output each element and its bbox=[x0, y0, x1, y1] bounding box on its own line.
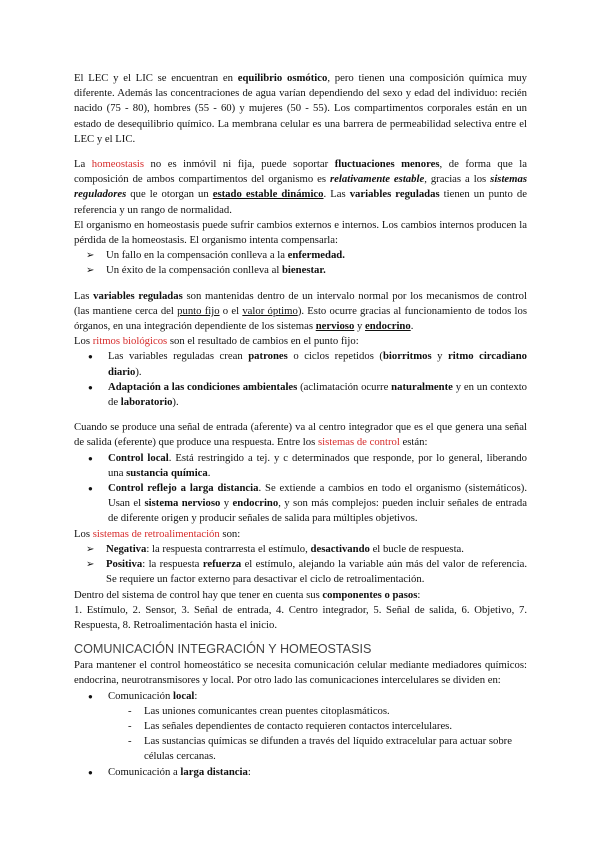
paragraph-retroalimentacion bbox=[74, 527, 527, 542]
feedback-list bbox=[74, 542, 527, 588]
paragraph-cambios: El organismo en homeostasis puede sufrir cambios externos e internos. Los cambios internos producen la pérdida de la homeostasis. El organismo intenta compensarla: bbox=[74, 218, 527, 247]
bold-text: variables reguladas bbox=[349, 188, 440, 201]
bold-text: patrones bbox=[248, 350, 288, 363]
text: La bbox=[74, 158, 92, 171]
text: y bbox=[354, 320, 365, 333]
list-item: - Las sustancias químicas se difunden a través del líquido extracelular para actuar sobre células cercanas. bbox=[126, 734, 527, 764]
bold-text: variables reguladas bbox=[93, 289, 183, 302]
highlight-term: sistemas de control bbox=[317, 436, 400, 449]
text: : bbox=[417, 588, 421, 601]
list-item: - Las señales dependientes de contacto requieren contactos intercelulares. bbox=[126, 719, 527, 734]
list-item bbox=[74, 380, 527, 410]
text: Un éxito de la compensación conlleva al bbox=[106, 264, 282, 277]
text: Las variables reguladas crean bbox=[108, 350, 249, 363]
bold-text: sistemas reguladores bbox=[74, 173, 527, 201]
paragraph-homeostasis bbox=[74, 157, 527, 218]
paragraph-variables bbox=[74, 289, 527, 335]
bold-text: equilibrio osmótico bbox=[237, 72, 328, 84]
underlined-text: valor óptimo bbox=[242, 304, 298, 317]
list-item bbox=[74, 248, 527, 263]
highlight-term: ritmos biológicos bbox=[92, 335, 168, 348]
text: y bbox=[431, 350, 449, 363]
text: , gracias a los bbox=[424, 173, 491, 186]
text: , de forma que la composición de ambos compartimentos del organismo es bbox=[74, 158, 527, 186]
text: : bbox=[194, 689, 198, 702]
underlined-text: punto fijo bbox=[177, 304, 220, 317]
bold-underlined-text: endocrino bbox=[364, 320, 411, 333]
text: (aclimatación ocurre bbox=[297, 380, 392, 393]
bold-text: sustancia química bbox=[126, 466, 208, 479]
bold-text: biorritmos bbox=[382, 350, 432, 363]
local-communication-list bbox=[126, 704, 527, 765]
text: : bbox=[247, 765, 251, 778]
bold-text: ritmo circadiano diario bbox=[108, 350, 527, 378]
text: Un fallo en la compensación conlleva a la bbox=[106, 249, 288, 262]
text: Cuando se produce una señal de entrada (aferente) va al centro integrador que es el que genera una señal de salida (eferente) que produce una respuesta. Entre los bbox=[74, 421, 527, 449]
control-list bbox=[74, 451, 527, 527]
paragraph-equilibrio bbox=[74, 71, 527, 147]
text: . Se extiende a cambios en todo el organismo (sistemáticos). Usan el bbox=[108, 482, 527, 510]
list-item bbox=[74, 689, 527, 704]
text: Los bbox=[74, 335, 93, 348]
bold-text: laboratorio bbox=[120, 396, 173, 409]
text: , pero tienen una composición química muy diferente. Además las concentraciones de agua varían dependiendo del sexo y edad del individuo: recién nacido (75 - 80), hombres (55 - 60) y mujeres (50 - 55). Los compartimentos corporales están en un estado de desequilibrio químico. La membrana celular es una barrera de permeabilidad selectiva entre el LEC y el LIC. bbox=[74, 72, 527, 145]
text: El LEC y el LIC se encuentran en bbox=[74, 72, 238, 84]
bold-underlined-text: estado estable dinámico bbox=[212, 188, 324, 201]
text: y bbox=[220, 497, 233, 510]
list-item: - Las uniones comunicantes crean puentes citoplasmáticos. bbox=[126, 704, 527, 719]
text: ). bbox=[172, 396, 179, 409]
bold-text: relativamente estable bbox=[330, 173, 425, 186]
bold-text: Positiva bbox=[106, 558, 143, 571]
list-item bbox=[74, 542, 527, 557]
bold-text: local bbox=[173, 689, 195, 702]
comunicacion-list bbox=[74, 689, 527, 704]
text: o el bbox=[219, 304, 243, 317]
highlight-term: homeostasis bbox=[91, 158, 145, 171]
comunicacion-list-2 bbox=[74, 765, 527, 780]
compensation-list bbox=[74, 248, 527, 278]
bold-text: Negativa bbox=[106, 542, 147, 555]
bold-text: componentes o pasos bbox=[322, 588, 418, 601]
list-item bbox=[74, 451, 527, 481]
text: Los bbox=[74, 527, 93, 540]
bold-text: naturalmente bbox=[391, 380, 453, 393]
text: Comunicación bbox=[108, 689, 174, 702]
text: Las bbox=[74, 289, 94, 302]
text: o ciclos repetidos ( bbox=[287, 350, 383, 363]
paragraph-pasos: 1. Estímulo, 2. Sensor, 3. Señal de entrada, 4. Centro integrador, 5. Señal de salida, 6. Objetivo, 7. Respuesta, 8. Retroalimentación hasta el inicio. bbox=[74, 603, 527, 631]
text: y en un contexto de bbox=[108, 380, 528, 409]
text: Dentro del sistema de control hay que tener en cuenta sus bbox=[74, 588, 323, 601]
text: ). Esto ocurre gracias al funcionamiento de todos los órganos, en una integración dependiente de los sistemas bbox=[74, 304, 527, 333]
bold-text: Control local bbox=[108, 451, 169, 464]
document-page bbox=[74, 71, 527, 780]
text: el estímulo, alejando la variable aún más del valor de referencia. Se requiere un factor externo para desactivar el ciclo de retroalimentación. bbox=[106, 558, 527, 586]
text: Comunicación a bbox=[108, 765, 181, 778]
text: son: bbox=[219, 527, 241, 540]
bold-text: enfermedad. bbox=[287, 249, 345, 262]
bold-text: larga distancia bbox=[180, 765, 248, 778]
ritmos-list bbox=[74, 349, 527, 410]
text: : la respuesta contrarresta el estímulo, bbox=[146, 542, 311, 555]
paragraph-componentes bbox=[74, 588, 527, 603]
list-item bbox=[74, 765, 527, 780]
bold-text: Control reflejo a larga distancia bbox=[108, 482, 259, 495]
bold-text: bienestar. bbox=[281, 264, 326, 277]
paragraph-ritmos bbox=[74, 334, 527, 349]
text: . Está restringido a tej. y c determinados que responde, por lo general, liberando una bbox=[108, 451, 527, 479]
paragraph-control bbox=[74, 420, 527, 450]
text: son el resultado de cambios en el punto fijo: bbox=[167, 335, 359, 348]
bold-text: desactivando bbox=[310, 542, 370, 555]
bold-text: Adaptación a las condiciones ambientales bbox=[108, 380, 298, 393]
text: tienen un punto de referencia y un rango de normalidad. bbox=[74, 188, 527, 216]
bold-underlined-text: nervioso bbox=[315, 320, 355, 333]
text: que le otorgan un bbox=[126, 188, 213, 201]
text: el bucle de respuesta. bbox=[369, 542, 464, 555]
text: . bbox=[207, 466, 211, 479]
text: , y son más complejos: pueden incluir señales de entrada de diferente origen y producir señales de salida para múltiples objetivos. bbox=[108, 497, 528, 525]
text: . bbox=[410, 320, 414, 333]
text: . Las bbox=[323, 188, 350, 201]
section-heading: COMUNICACIÓN INTEGRACIÓN Y HOMEOSTASIS bbox=[74, 642, 372, 657]
text: ). bbox=[135, 365, 142, 378]
bold-text: fluctuaciones menores bbox=[334, 158, 440, 171]
text: son mantenidas dentro de un intervalo normal por los mecanismos de control (las mantiene cerca del bbox=[74, 289, 527, 317]
list-item bbox=[74, 481, 527, 527]
list-item bbox=[74, 263, 527, 278]
text: no es inmóvil ni fija, puede soportar bbox=[144, 158, 335, 171]
bold-text: refuerza bbox=[202, 558, 242, 571]
paragraph-comunicacion: Para mantener el control homeostático se necesita comunicación celular mediante mediadores químicos: endocrina, neurotransmisores y local. Por otro lado las comunicaciones intercelulares se dividen en: bbox=[74, 659, 527, 687]
highlight-term: sistemas de retroalimentación bbox=[92, 527, 220, 540]
bold-text: endocrino bbox=[232, 497, 279, 510]
text: están: bbox=[399, 436, 428, 449]
list-item bbox=[74, 349, 527, 379]
list-item bbox=[74, 557, 527, 587]
bold-text: sistema nervioso bbox=[144, 497, 221, 510]
text: : la respuesta bbox=[142, 558, 203, 571]
